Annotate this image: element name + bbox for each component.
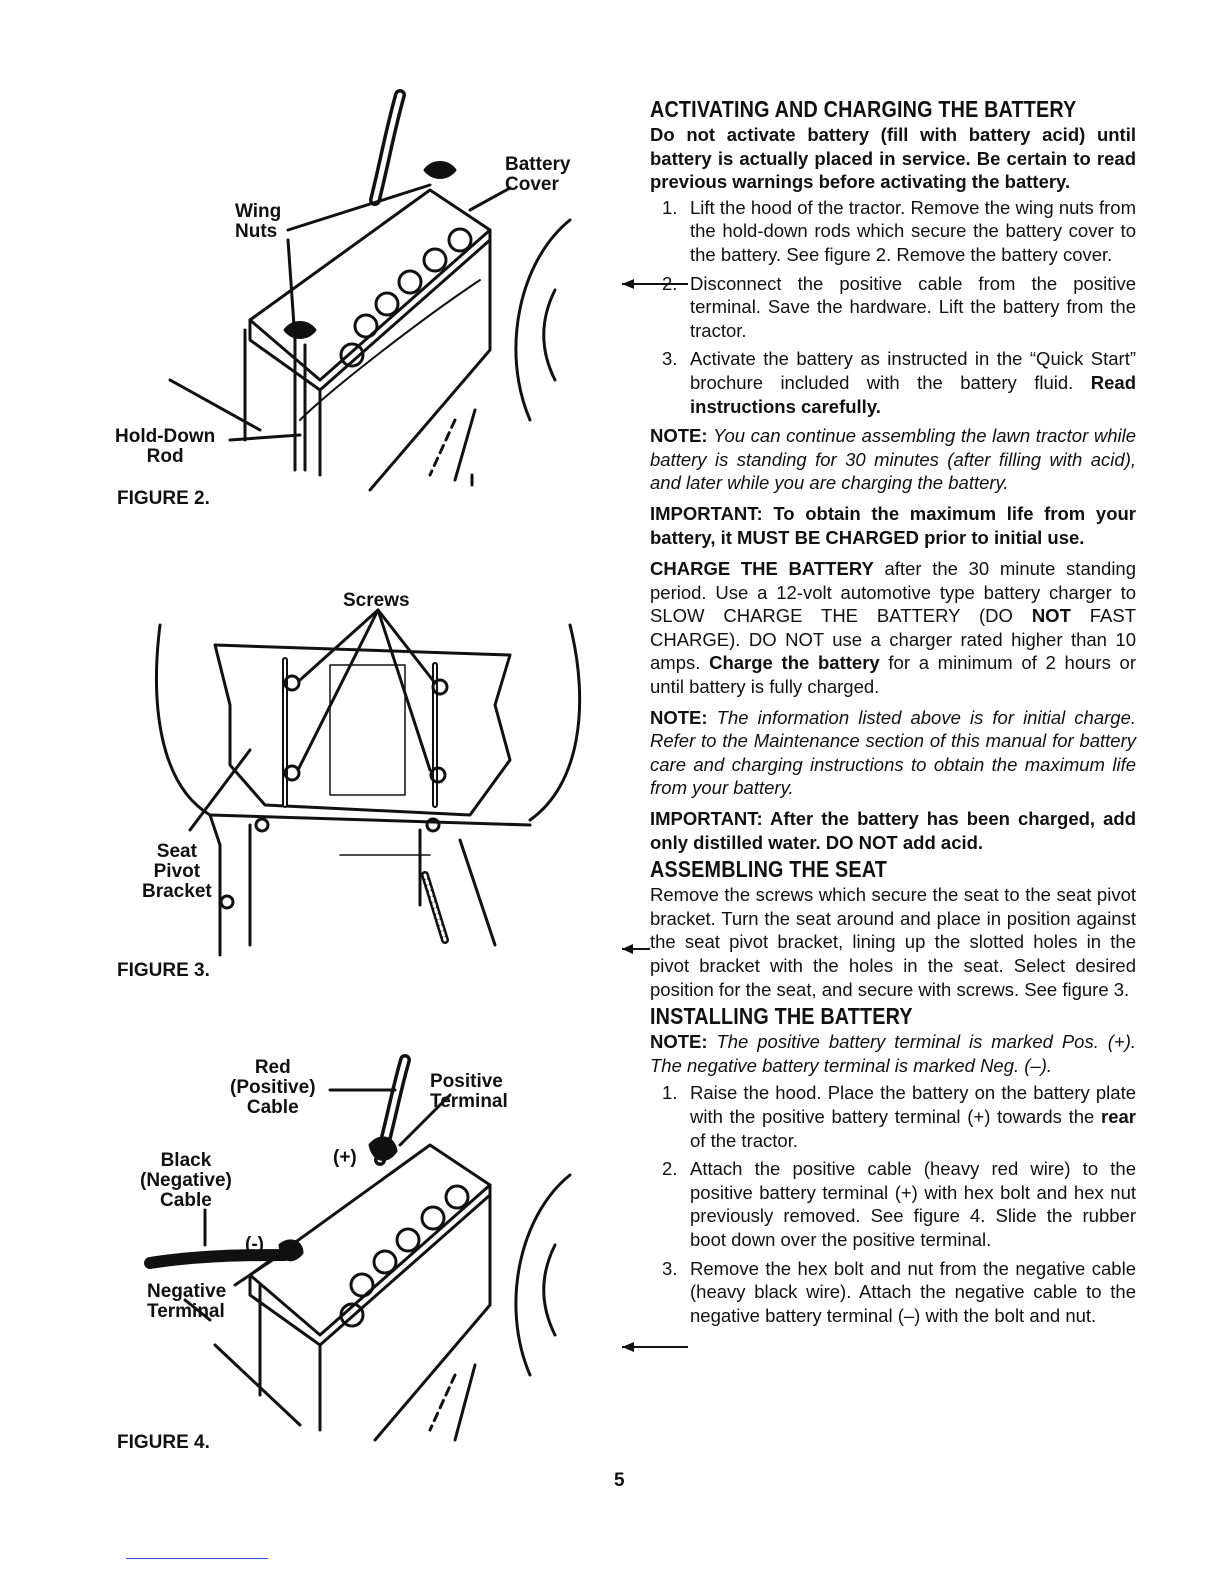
list-item: 2. Disconnect the positive cable from the positive terminal. Save the hardware. Lift the battery from the tractor. xyxy=(662,272,1136,341)
footer-rule xyxy=(126,1558,268,1559)
seat-heading-arrow xyxy=(620,942,652,956)
activation-warning: Do not activate battery (fill with battery acid) until battery is actually placed in service. Be certain to read previous warnings before activating the battery. xyxy=(650,124,1136,193)
label-screws: Screws xyxy=(343,590,410,611)
figure-2 xyxy=(100,90,600,510)
important-distilled-water: IMPORTANT: After the battery has been charged, add only distilled water. DO NOT add acid. xyxy=(650,808,1136,853)
label-minus-sign: (-) xyxy=(245,1234,264,1255)
note-initial-charge: NOTE: The information listed above is for initial charge. Refer to the Maintenance section of this manual for battery care and charging instructions to obtain the maximum life from your battery. xyxy=(650,706,1137,799)
note-standing: NOTE: You can continue assembling the lawn tractor while battery is standing for 30 minutes (after filling with acid), and later while you are charging the battery. xyxy=(650,425,1136,494)
page-number: 5 xyxy=(614,1470,625,1491)
instructions-column xyxy=(650,96,1136,1333)
list-item: 3. Remove the hex bolt and nut from the negative cable (heavy black wire). Attach the negative cable to the negative battery terminal (–) with the bolt and nut. xyxy=(662,1257,1136,1326)
figure-4 xyxy=(100,1045,600,1455)
figure-4-caption: FIGURE 4. xyxy=(117,1432,210,1453)
list-item: 1. Lift the hood of the tractor. Remove the wing nuts from the hold-down rods which secure the battery cover to the battery. See figure 2. Remove the battery cover. xyxy=(662,196,1136,265)
installing-steps xyxy=(650,1081,1136,1327)
activating-steps xyxy=(650,196,1136,418)
margin-arrow-2 xyxy=(620,1340,690,1354)
heading-activating-charging: ACTIVATING AND CHARGING THE BATTERY xyxy=(650,96,1077,122)
important-charge-before-use: IMPORTANT: To obtain the maximum life from your battery, it MUST BE CHARGED prior to initial use. xyxy=(650,502,1136,548)
heading-assembling-seat: ASSEMBLING THE SEAT xyxy=(650,856,887,883)
label-plus-sign: (+) xyxy=(333,1147,357,1168)
label-hold-down-rod: Hold-Down Rod xyxy=(115,426,216,467)
label-seat-pivot-bracket: Seat Pivot Bracket xyxy=(142,841,212,902)
seat-instructions: Remove the screws which secure the seat to the seat pivot bracket. Turn the seat around and place in position against the seat pivot bracket, lining up the slotted holes in the pivot bracket with the holes in the seat. Select desired position for the seat, and secure with screws. See figure 3. xyxy=(650,884,1136,1000)
label-wing-nuts: Wing Nuts xyxy=(235,201,282,242)
label-red-positive-cable: Red (Positive) Cable xyxy=(230,1057,316,1118)
figure-2-caption: FIGURE 2. xyxy=(117,488,210,509)
label-battery-cover: Battery Cover xyxy=(505,154,571,195)
list-item: 1. Raise the hood. Place the battery on the battery plate with the positive battery terminal (+) towards the rear of the tractor. xyxy=(662,1082,1136,1151)
charge-instructions: CHARGE THE BATTERY after the 30 minute standing period. Use a 12-volt automotive type battery charger to SLOW CHARGE THE BATTERY (DO NOT FAST CHARGE). DO NOT use a charger rated higher than 10 amps. Charge the battery for a minimum of 2 hours or until battery is fully charged. xyxy=(650,558,1137,698)
heading-installing-battery: INSTALLING THE BATTERY xyxy=(650,1003,913,1030)
label-positive-terminal: Positive Terminal xyxy=(430,1071,508,1112)
figure-3 xyxy=(100,585,600,955)
note-terminal-markings: NOTE: The positive battery terminal is marked Pos. (+). The negative battery terminal is marked Neg. (–). xyxy=(650,1031,1137,1076)
list-item: 3. Activate the battery as instructed in the “Quick Start” brochure included with the battery fluid. Read instructions carefully. xyxy=(662,348,1136,417)
label-negative-terminal: Negative Terminal xyxy=(147,1281,227,1322)
list-item: 2. Attach the positive cable (heavy red wire) to the positive battery terminal (+) with hex bolt and hex nut previously removed. See figure 4. Slide the rubber boot down over the positive terminal. xyxy=(662,1158,1136,1250)
battery-cables-illustration xyxy=(100,1045,600,1455)
label-black-negative-cable: Black (Negative) Cable xyxy=(140,1150,232,1211)
figure-3-caption: FIGURE 3. xyxy=(117,960,210,981)
